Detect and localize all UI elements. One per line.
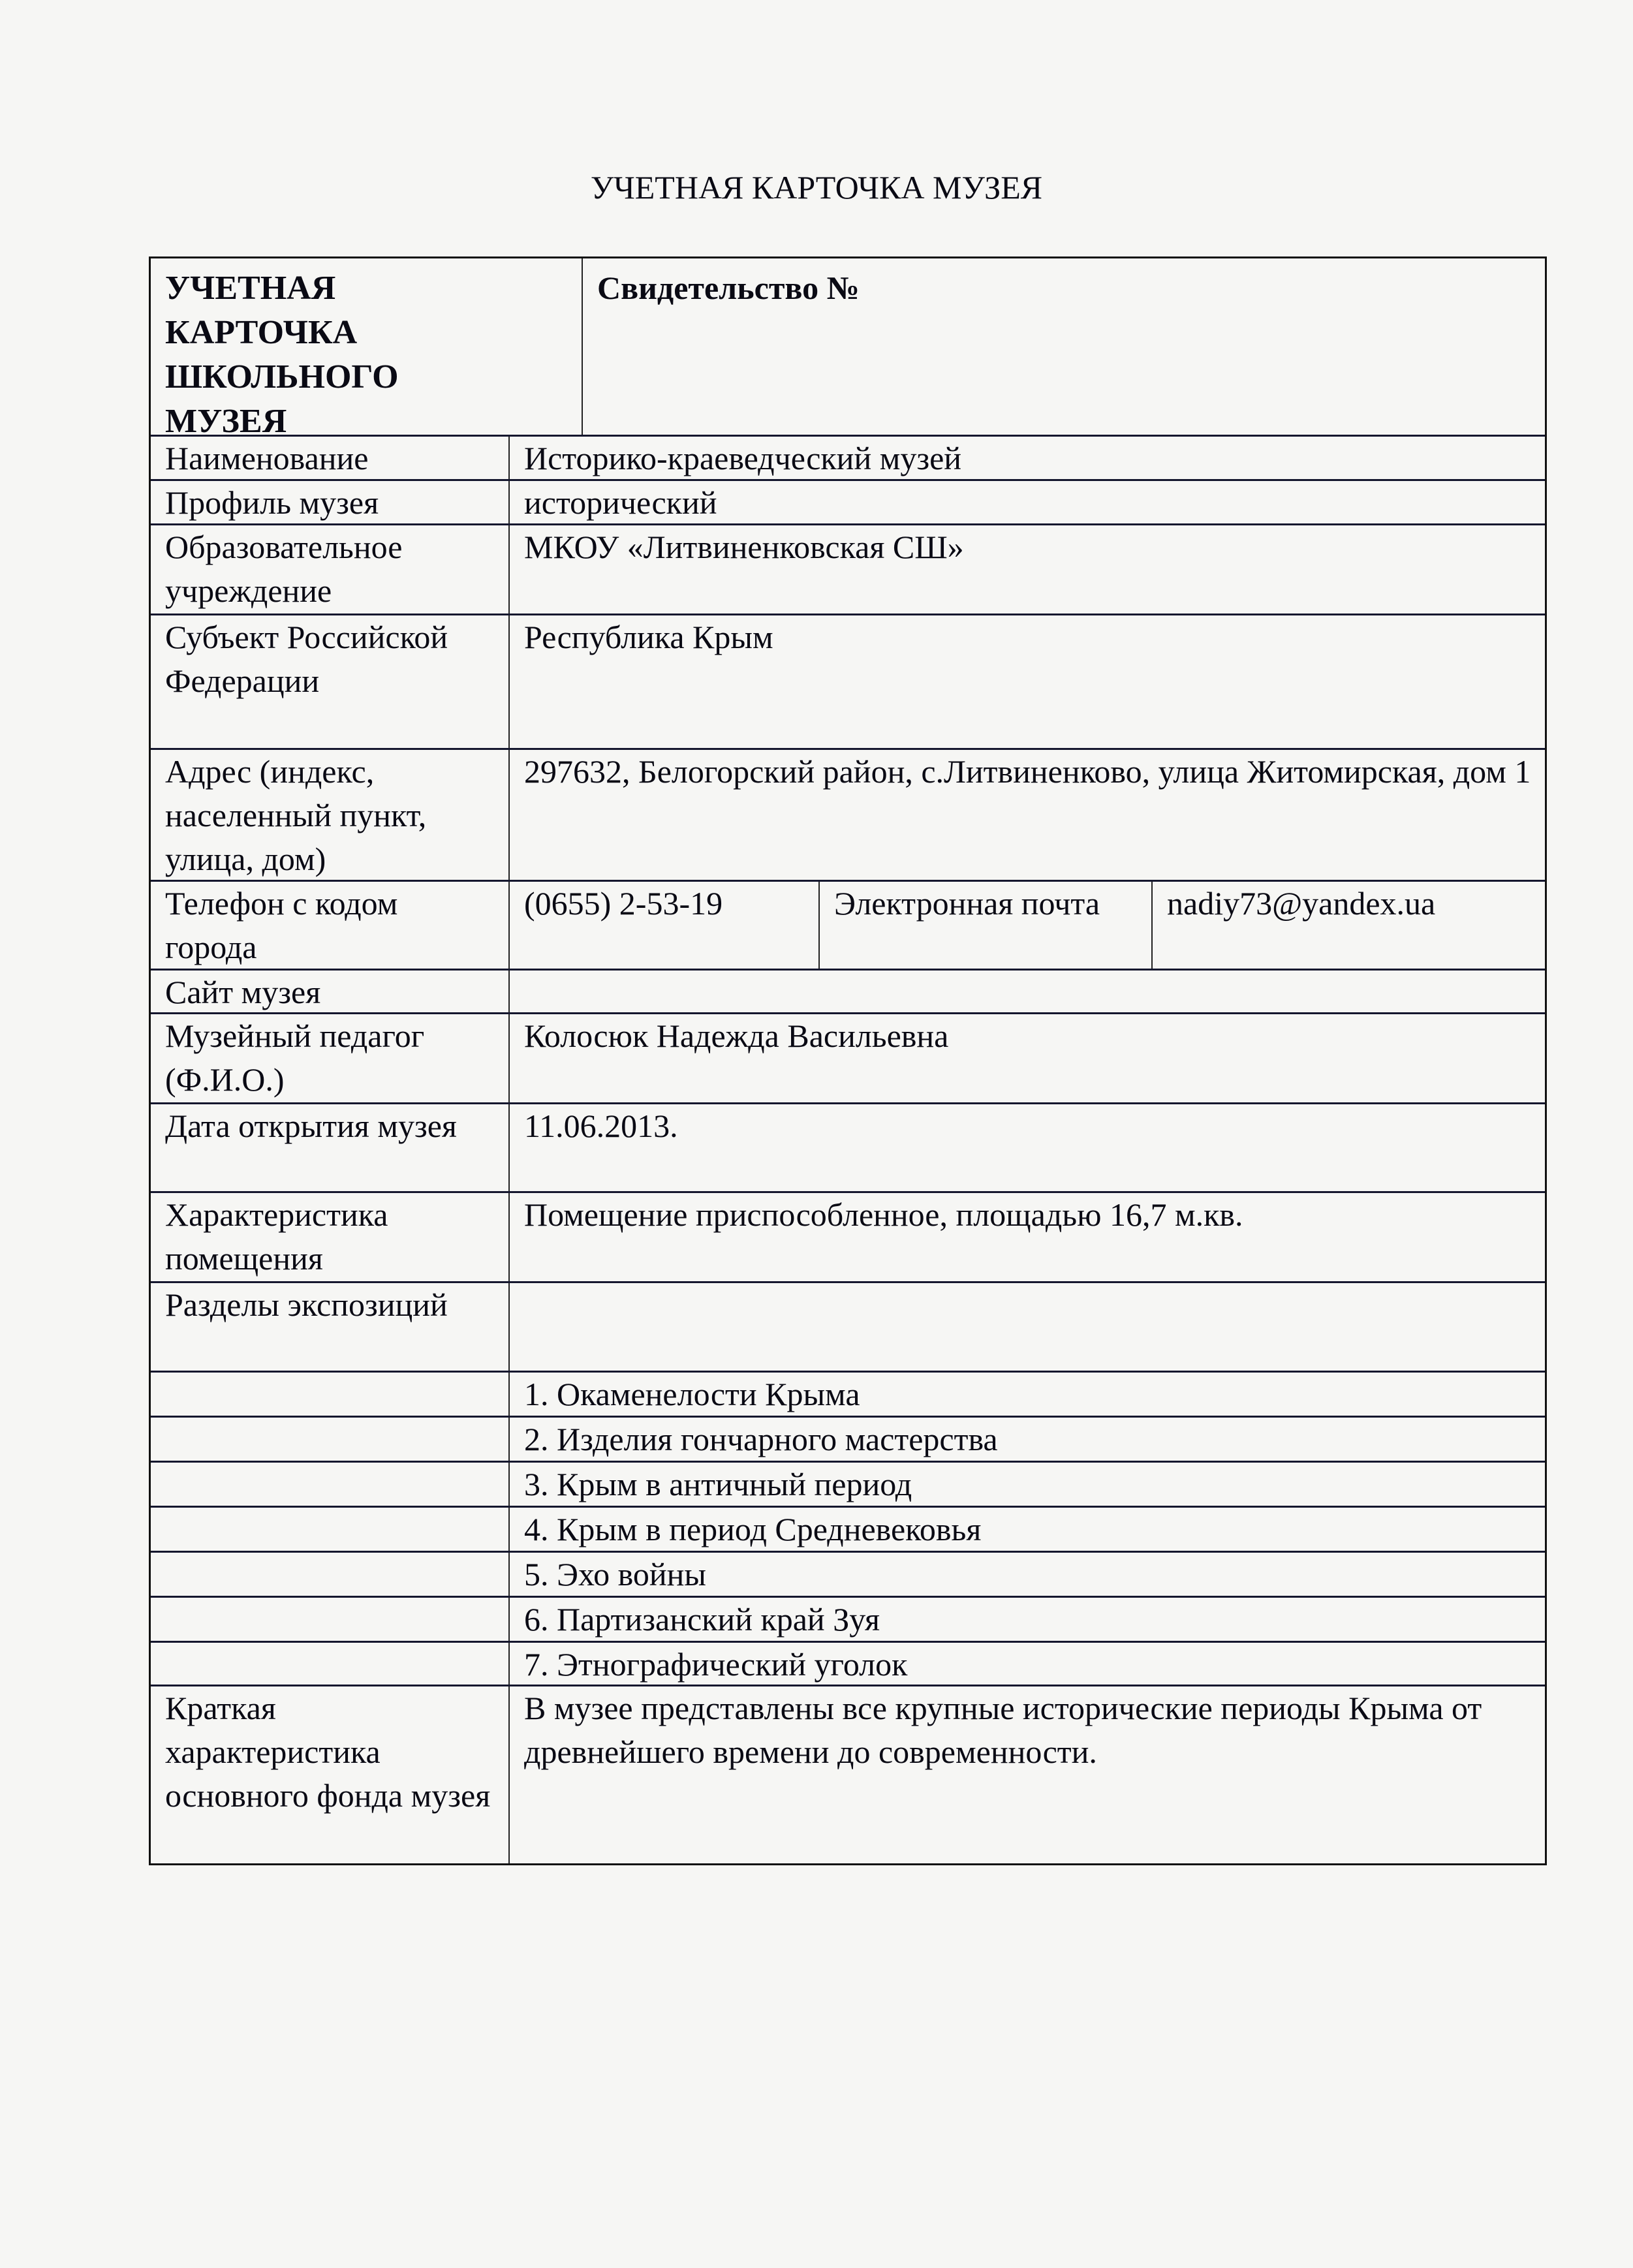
document-title: УЧЕТНАЯ КАРТОЧКА МУЗЕЯ [590,169,1043,206]
section-item: 3. Крым в античный период [508,1463,1545,1506]
empty-label [151,1553,508,1596]
row-value: Историко-краеведческий музей [508,437,1545,479]
row-value: МКОУ «Литвиненковская СШ» [508,525,1545,614]
empty-label [151,1373,508,1416]
empty-label [151,1598,508,1641]
row-label: Разделы экспозиций [165,1286,448,1323]
section-item-row [151,1371,1545,1416]
phone-value: (0655) 2-53-19 [508,882,818,969]
row-subject [151,614,1545,748]
empty-label [151,1418,508,1461]
row-opening-date [151,1102,1545,1191]
row-name [151,435,1545,479]
row-value: Республика Крым [508,615,1545,748]
row-label: Наименование [165,440,369,476]
row-label: Образовательное учреждение [165,529,403,609]
row-premises [151,1191,1545,1281]
row-value: 297632, Белогорский район, с.Литвиненково, улица Житомирская, дом 1 [508,750,1545,880]
section-item-row [151,1461,1545,1506]
row-phone [151,880,1545,969]
section-item-row [151,1551,1545,1596]
card-label-line: ШКОЛЬНОГО [165,358,399,396]
section-item: 1. Окаменелости Крыма [508,1373,1545,1416]
row-value [508,971,1545,1012]
row-label: Телефон с кодом города [165,885,398,965]
empty-label [151,1508,508,1551]
row-label: Сайт музея [165,974,321,1010]
row-fund [151,1685,1545,1863]
card-label-line: КАРТОЧКА [165,314,358,351]
email-value: nadiy73@yandex.ua [1151,882,1545,969]
email-label: Электронная почта [818,882,1151,969]
section-item: 4. Крым в период Средневековья [508,1508,1545,1551]
section-item-row [151,1641,1545,1685]
row-value [508,1283,1545,1371]
row-label: Музейный педагог (Ф.И.О.) [165,1017,425,1098]
row-label: Адрес (индекс, населенный пункт, улица, дом) [165,753,427,877]
section-item-row [151,1506,1545,1551]
section-item: 7. Этнографический уголок [508,1643,1545,1685]
empty-label [151,1643,508,1685]
row-sections [151,1281,1545,1371]
row-value: Колосюк Надежда Васильевна [508,1014,1545,1102]
certificate-number-field: Свидетельство № [582,258,1545,435]
row-website [151,969,1545,1012]
museum-card-table [149,256,1547,1865]
row-value: В музее представлены все крупные исторические периоды Крыма от древнейшего времени до современности. [508,1686,1545,1863]
row-teacher [151,1012,1545,1102]
row-value: Помещение приспособленное, площадью 16,7 м.кв. [508,1193,1545,1281]
row-address [151,748,1545,880]
section-item: 5. Эхо войны [508,1553,1545,1596]
section-item: 6. Партизанский край Зуя [508,1598,1545,1641]
row-label: Субъект Российской Федерации [165,619,448,699]
row-profile [151,479,1545,523]
row-label: Краткая характеристика основного фонда музея [165,1690,491,1814]
row-institution [151,523,1545,614]
row-value: 11.06.2013. [508,1104,1545,1191]
section-item-row [151,1416,1545,1461]
row-value: исторический [508,481,1545,523]
card-type-label [151,258,582,440]
empty-label [151,1463,508,1506]
header-row [151,258,1545,440]
row-label: Характеристика помещения [165,1196,388,1277]
row-label: Профиль музея [165,484,379,521]
card-label-line: УЧЕТНАЯ [165,270,336,307]
card-label-line: МУЗЕЯ [165,403,287,440]
section-item-row [151,1596,1545,1641]
row-label: Дата открытия музея [165,1108,457,1144]
section-item: 2. Изделия гончарного мастерства [508,1418,1545,1461]
